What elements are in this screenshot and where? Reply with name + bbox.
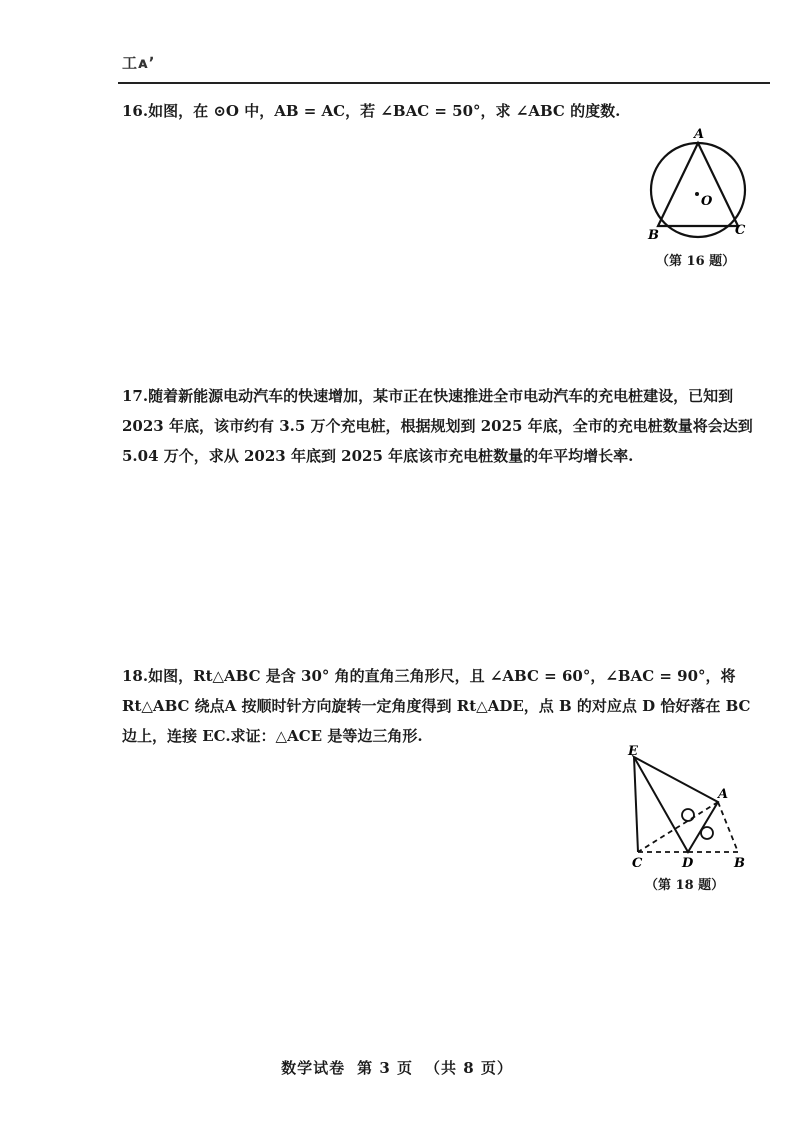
header-mark: 工ᴀʼ: [122, 54, 156, 72]
figure-18: [620, 745, 760, 875]
question-18: [122, 661, 764, 751]
center-point-o: [695, 192, 699, 196]
label-c: C: [632, 856, 643, 871]
triangle-abc: [658, 143, 738, 226]
label-o: O: [701, 194, 713, 209]
question-17: [122, 381, 764, 471]
question-18-number: 18.: [122, 667, 149, 685]
label-c: C: [735, 223, 746, 238]
question-17-number: 17.: [122, 387, 149, 405]
segment-ab: [718, 802, 738, 852]
footer-subject: 数学试卷: [281, 1059, 346, 1077]
circle-o: [651, 143, 745, 237]
label-a: A: [718, 787, 729, 802]
label-a: A: [694, 128, 705, 142]
label-d: D: [682, 856, 694, 871]
question-18-text: 如图，Rt△ABC 是含 30° 角的直角三角形尺，且 ∠ABC = 60°，∠BAC = 90°，将 Rt△ABC 绕点A 按顺时针方向旋转一定角度得到 Rt△ADE，点 B 的对应点 D 恰好落在 BC 边上，连接 EC.求证：△ACE 是等边三角形.: [122, 667, 751, 745]
question-17-text: 随着新能源电动汽车的快速增加，某市正在快速推进全市电动汽车的充电桩建设，已知到 2023 年底，该市约有 3.5 万个充电桩，根据规划到 2025 年底，全市的充电桩数量将会达到 5.04 万个，求从 2023 年底到 2025 年底该市充电桩数量的年平均增长率.: [122, 387, 753, 465]
question-16-text: 如图，在 ⊙O 中，AB = AC，若 ∠BAC = 50°，求 ∠ABC 的度数.: [148, 102, 621, 120]
figure-18-caption: （第 18 题）: [645, 878, 725, 893]
page-footer: [0, 1057, 794, 1078]
header-divider: [118, 82, 770, 84]
segment-ec: [634, 757, 638, 852]
figure-16-caption: （第 16 题）: [656, 254, 736, 269]
figure-18-diagram: [620, 745, 760, 875]
angle-marker-2: [701, 827, 713, 839]
question-16: [122, 96, 764, 126]
footer-total: （共 8 页）: [425, 1059, 513, 1077]
label-b: B: [734, 856, 745, 871]
triangle-ade: [634, 757, 718, 852]
angle-marker-1: [682, 809, 694, 821]
label-e: E: [628, 745, 638, 759]
question-16-number: 16.: [122, 102, 149, 120]
footer-page: 第 3 页: [357, 1059, 413, 1077]
label-b: B: [648, 228, 659, 243]
figure-16-diagram: [644, 128, 754, 243]
figure-16: [644, 128, 754, 243]
